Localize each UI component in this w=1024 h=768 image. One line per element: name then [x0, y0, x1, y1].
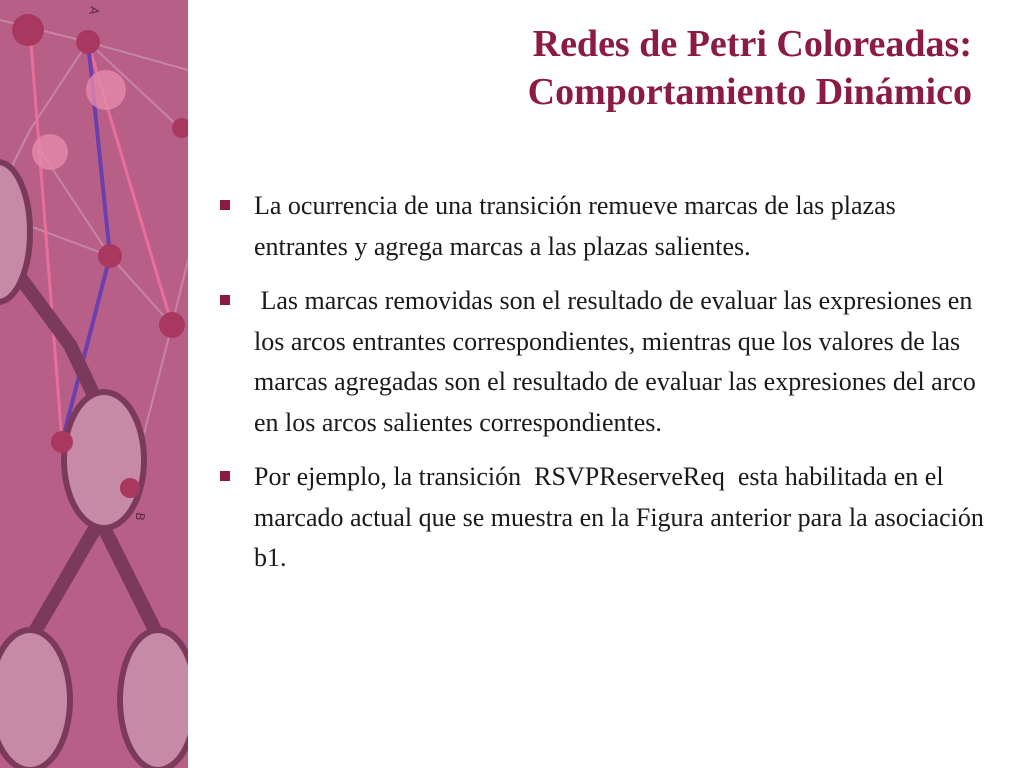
bullet-text: Las marcas removidas son el resultado de evaluar las expresiones en los arcos entrantes correspondientes, mientras que los valores de las marcas agregadas son el resultado de evaluar las expresiones del arco en los arcos salientes correspondientes. [254, 286, 983, 437]
square-bullet-icon [220, 471, 230, 481]
decorative-network-sidebar [0, 0, 188, 768]
bullet-text: Por ejemplo, la transición RSVPReserveReq esta habilitada en el marcado actual que se muestra en la Figura anterior para la asociación b1. [254, 462, 991, 572]
slide-title [272, 20, 972, 116]
bullet-text: La ocurrencia de una transición remueve marcas de las plazas entrantes y agrega marcas a las plazas salientes. [254, 191, 896, 261]
title-line-2: Comportamiento Dinámico [527, 71, 972, 113]
bullet-item [214, 186, 994, 267]
node-label-b: B [132, 511, 148, 522]
bullet-item [214, 457, 994, 579]
square-bullet-icon [220, 295, 230, 305]
bullet-item [214, 281, 994, 443]
node-label-a: A [86, 5, 102, 16]
title-line-1: Redes de Petri Coloreadas: [532, 23, 972, 65]
network-graph-illustration [0, 0, 188, 768]
bullet-list [214, 186, 994, 593]
square-bullet-icon [220, 200, 230, 210]
